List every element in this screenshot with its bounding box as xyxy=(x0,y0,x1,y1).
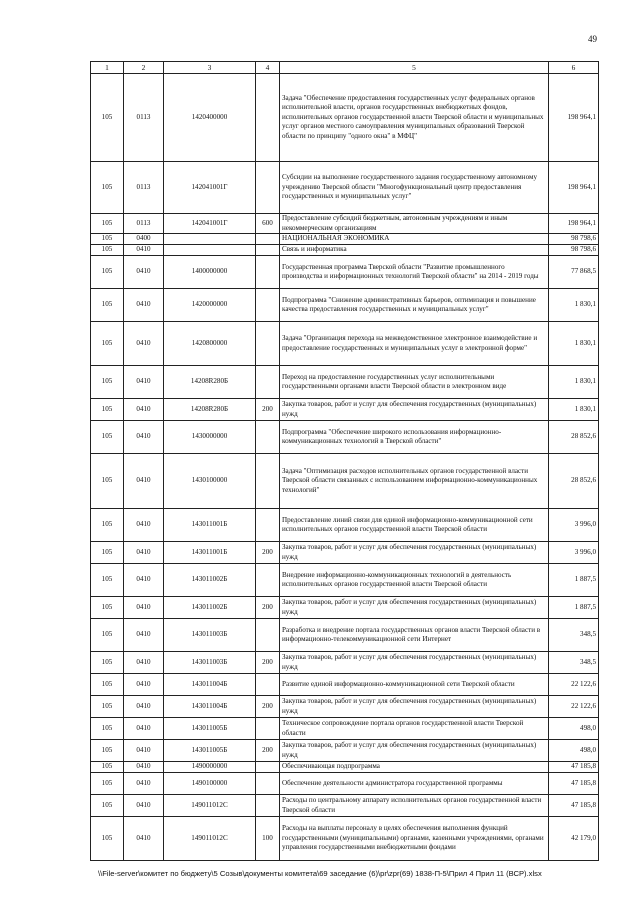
cell-subsection: 0410 xyxy=(124,740,164,762)
cell-subsection: 0410 xyxy=(124,696,164,718)
table-header xyxy=(91,62,599,74)
cell-section: 105 xyxy=(91,322,124,366)
cell-amount: 3 996,0 xyxy=(549,542,599,564)
cell-description: Разработка и внедрение портала государственных органов власти Тверской области в информационно-телекоммуникационной сети Интернет xyxy=(280,619,549,652)
table-row xyxy=(91,509,599,542)
cell-section: 105 xyxy=(91,214,124,234)
cell-section: 105 xyxy=(91,674,124,696)
cell-amount: 1 887,5 xyxy=(549,597,599,619)
footer-file-path: \\File-server\комитет по бюджету\5 Созыв\документы комитета\69 заседание (6)\pr\zpr(69) 1838-П-5\Прил 4 Прил 11 (ВСР).xlsx xyxy=(98,869,542,878)
cell-amount: 348,5 xyxy=(549,652,599,674)
cell-section: 105 xyxy=(91,256,124,289)
cell-subsection: 0410 xyxy=(124,289,164,322)
cell-subsection: 0113 xyxy=(124,74,164,162)
cell-amount: 1 887,5 xyxy=(549,564,599,597)
cell-target-code: 1420800000 xyxy=(164,322,256,366)
cell-description: Переход на предоставление государственных услуг исполнительными государственными органами власти Тверской области в электронном виде xyxy=(280,366,549,399)
cell-description: Субсидии на выполнение государственного задания государственному автономному учреждению Тверской области "Многофункциональный центр предоставления государственных и муниципальных услуг" xyxy=(280,162,549,214)
cell-description: Предоставление линий связи для единой информационно-коммуникационной сети исполнительных органов государственной власти Тверской области xyxy=(280,509,549,542)
cell-description: Закупка товаров, работ и услуг для обеспечения государственных (муниципальных) нужд xyxy=(280,696,549,718)
table-row xyxy=(91,762,599,773)
cell-description: Связь и информатика xyxy=(280,245,549,256)
table-row xyxy=(91,696,599,718)
table-row xyxy=(91,795,599,817)
header-col-4: 4 xyxy=(256,62,280,74)
header-col-2: 2 xyxy=(124,62,164,74)
cell-amount: 498,0 xyxy=(549,718,599,740)
table-row xyxy=(91,564,599,597)
cell-subsection: 0410 xyxy=(124,674,164,696)
cell-subsection: 0410 xyxy=(124,718,164,740)
cell-amount: 47 185,8 xyxy=(549,795,599,817)
cell-subsection: 0410 xyxy=(124,509,164,542)
cell-section: 105 xyxy=(91,399,124,421)
cell-description: Развитие единой информационно-коммуникационной сети Тверской области xyxy=(280,674,549,696)
table-row xyxy=(91,289,599,322)
cell-description: Задача "Организация перехода на межведомственное электронное взаимодействие и предоставление государственных и муниципальных услуг в электронной форме" xyxy=(280,322,549,366)
cell-expense-type: 200 xyxy=(256,542,280,564)
cell-expense-type xyxy=(256,762,280,773)
cell-section: 105 xyxy=(91,234,124,245)
cell-target-code: 1490000000 xyxy=(164,762,256,773)
cell-description: Закупка товаров, работ и услуг для обеспечения государственных (муниципальных) нужд xyxy=(280,542,549,564)
cell-section: 105 xyxy=(91,542,124,564)
cell-target-code: 14208R280Б xyxy=(164,399,256,421)
cell-section: 105 xyxy=(91,564,124,597)
cell-subsection: 0410 xyxy=(124,652,164,674)
cell-expense-type xyxy=(256,245,280,256)
cell-amount: 98 798,6 xyxy=(549,234,599,245)
cell-description: Задача "Оптимизация расходов исполнительных органов государственной власти Тверской области связанных с использованием информационно-коммуникационных технологий" xyxy=(280,454,549,509)
cell-expense-type xyxy=(256,795,280,817)
page-number: 49 xyxy=(588,34,597,44)
table-row xyxy=(91,234,599,245)
cell-expense-type xyxy=(256,289,280,322)
cell-section: 105 xyxy=(91,817,124,861)
cell-target-code xyxy=(164,234,256,245)
cell-amount: 198 964,1 xyxy=(549,214,599,234)
cell-target-code: 149011012С xyxy=(164,795,256,817)
cell-amount: 22 122,6 xyxy=(549,674,599,696)
table-row xyxy=(91,366,599,399)
table-row xyxy=(91,542,599,564)
cell-expense-type xyxy=(256,564,280,597)
cell-subsection: 0400 xyxy=(124,234,164,245)
table-row xyxy=(91,454,599,509)
cell-target-code: 143011002Б xyxy=(164,597,256,619)
cell-amount: 77 868,5 xyxy=(549,256,599,289)
cell-description: Подпрограмма "Снижение административных барьеров, оптимизация и повышение качества предоставления государственных и муниципальных услуг" xyxy=(280,289,549,322)
cell-description: Закупка товаров, работ и услуг для обеспечения государственных (муниципальных) нужд xyxy=(280,740,549,762)
cell-target-code: 143011002Б xyxy=(164,564,256,597)
cell-expense-type xyxy=(256,421,280,454)
cell-subsection: 0410 xyxy=(124,322,164,366)
table-row xyxy=(91,619,599,652)
cell-subsection: 0410 xyxy=(124,762,164,773)
table-row xyxy=(91,817,599,861)
table-row xyxy=(91,773,599,795)
cell-amount: 1 830,1 xyxy=(549,322,599,366)
cell-expense-type: 200 xyxy=(256,696,280,718)
cell-expense-type: 600 xyxy=(256,214,280,234)
cell-subsection: 0410 xyxy=(124,564,164,597)
table-row xyxy=(91,214,599,234)
cell-section: 105 xyxy=(91,718,124,740)
cell-description: Задача "Обеспечение предоставления государственных услуг федеральных органов исполнительной власти, органов государственных внебюджетных фондов, исполнительных органов государственной власти Тверской области и муниципальных услуг органов местного самоуправления муниципальных образований Тверской области по принципу "одного окна" в МФЦ" xyxy=(280,74,549,162)
cell-target-code: 149011012С xyxy=(164,817,256,861)
table-row xyxy=(91,421,599,454)
cell-description: Обеспечение деятельности администратора государственной программы xyxy=(280,773,549,795)
cell-expense-type xyxy=(256,619,280,652)
cell-amount: 28 852,6 xyxy=(549,421,599,454)
cell-section: 105 xyxy=(91,740,124,762)
cell-section: 105 xyxy=(91,74,124,162)
cell-expense-type: 200 xyxy=(256,652,280,674)
cell-subsection: 0410 xyxy=(124,597,164,619)
cell-target-code: 143011005Б xyxy=(164,718,256,740)
cell-subsection: 0410 xyxy=(124,421,164,454)
cell-target-code: 143011003Б xyxy=(164,652,256,674)
header-col-5: 5 xyxy=(280,62,549,74)
cell-section: 105 xyxy=(91,652,124,674)
cell-section: 105 xyxy=(91,509,124,542)
cell-amount: 42 179,0 xyxy=(549,817,599,861)
cell-section: 105 xyxy=(91,454,124,509)
cell-target-code: 143011003Б xyxy=(164,619,256,652)
cell-subsection: 0113 xyxy=(124,214,164,234)
cell-section: 105 xyxy=(91,289,124,322)
cell-subsection: 0410 xyxy=(124,366,164,399)
cell-target-code: 142041001Г xyxy=(164,214,256,234)
table-row xyxy=(91,245,599,256)
cell-section: 105 xyxy=(91,619,124,652)
cell-expense-type: 100 xyxy=(256,817,280,861)
cell-expense-type xyxy=(256,718,280,740)
cell-description: Подпрограмма "Обеспечение широкого использования информационно-коммуникационных технологий в Тверской области" xyxy=(280,421,549,454)
cell-subsection: 0113 xyxy=(124,162,164,214)
cell-target-code: 1420400000 xyxy=(164,74,256,162)
cell-section: 105 xyxy=(91,421,124,454)
table-row xyxy=(91,322,599,366)
cell-section: 105 xyxy=(91,245,124,256)
table-row xyxy=(91,597,599,619)
cell-amount: 22 122,6 xyxy=(549,696,599,718)
cell-subsection: 0410 xyxy=(124,542,164,564)
cell-target-code: 143011004Б xyxy=(164,674,256,696)
cell-target-code: 1430000000 xyxy=(164,421,256,454)
cell-section: 105 xyxy=(91,597,124,619)
table-row xyxy=(91,718,599,740)
cell-amount: 198 964,1 xyxy=(549,74,599,162)
cell-expense-type xyxy=(256,256,280,289)
table-row xyxy=(91,674,599,696)
table-row xyxy=(91,399,599,421)
header-col-3: 3 xyxy=(164,62,256,74)
table-row xyxy=(91,74,599,162)
cell-target-code: 143011004Б xyxy=(164,696,256,718)
cell-amount: 98 798,6 xyxy=(549,245,599,256)
cell-expense-type: 200 xyxy=(256,399,280,421)
cell-section: 105 xyxy=(91,696,124,718)
cell-amount: 28 852,6 xyxy=(549,454,599,509)
cell-description: Предоставление субсидий бюджетным, автономным учреждениям и иным некоммерческим организациям xyxy=(280,214,549,234)
cell-expense-type: 200 xyxy=(256,597,280,619)
cell-description: Внедрение информационно-коммуникационных технологий в деятельность исполнительных органов государственной власти Тверской области xyxy=(280,564,549,597)
cell-amount: 198 964,1 xyxy=(549,162,599,214)
cell-expense-type xyxy=(256,162,280,214)
table-body xyxy=(91,74,599,861)
cell-amount: 1 830,1 xyxy=(549,399,599,421)
cell-target-code xyxy=(164,245,256,256)
cell-target-code: 1490100000 xyxy=(164,773,256,795)
cell-amount: 47 185,8 xyxy=(549,762,599,773)
cell-section: 105 xyxy=(91,795,124,817)
cell-amount: 47 185,8 xyxy=(549,773,599,795)
table-row xyxy=(91,256,599,289)
cell-target-code: 1430100000 xyxy=(164,454,256,509)
cell-description: Расходы по центральному аппарату исполнительных органов государственной власти Тверской области xyxy=(280,795,549,817)
cell-expense-type xyxy=(256,509,280,542)
cell-description: Закупка товаров, работ и услуг для обеспечения государственных (муниципальных) нужд xyxy=(280,652,549,674)
cell-description: Государственная программа Тверской области "Развитие промышленного производства и информационных технологий Тверской области" на 2014 - 2019 годы xyxy=(280,256,549,289)
cell-section: 105 xyxy=(91,773,124,795)
cell-section: 105 xyxy=(91,366,124,399)
cell-amount: 498,0 xyxy=(549,740,599,762)
cell-amount: 1 830,1 xyxy=(549,289,599,322)
cell-subsection: 0410 xyxy=(124,817,164,861)
cell-target-code: 143011005Б xyxy=(164,740,256,762)
cell-description: Техническое сопровождение портала органов государственной власти Тверской области xyxy=(280,718,549,740)
cell-expense-type xyxy=(256,773,280,795)
cell-amount: 348,5 xyxy=(549,619,599,652)
cell-amount: 1 830,1 xyxy=(549,366,599,399)
cell-subsection: 0410 xyxy=(124,399,164,421)
table-row xyxy=(91,652,599,674)
cell-description: Закупка товаров, работ и услуг для обеспечения государственных (муниципальных) нужд xyxy=(280,597,549,619)
table-row xyxy=(91,740,599,762)
cell-target-code: 14208R280Б xyxy=(164,366,256,399)
cell-expense-type xyxy=(256,322,280,366)
cell-target-code: 143011001Б xyxy=(164,542,256,564)
header-col-6: 6 xyxy=(549,62,599,74)
cell-description: Обеспечивающая подпрограмма xyxy=(280,762,549,773)
budget-table xyxy=(90,61,599,861)
cell-subsection: 0410 xyxy=(124,245,164,256)
cell-target-code: 142041001Г xyxy=(164,162,256,214)
cell-subsection: 0410 xyxy=(124,795,164,817)
cell-expense-type: 200 xyxy=(256,740,280,762)
cell-expense-type xyxy=(256,234,280,245)
cell-subsection: 0410 xyxy=(124,619,164,652)
cell-section: 105 xyxy=(91,162,124,214)
header-col-1: 1 xyxy=(91,62,124,74)
cell-expense-type xyxy=(256,674,280,696)
cell-expense-type xyxy=(256,366,280,399)
cell-target-code: 143011001Б xyxy=(164,509,256,542)
table-row xyxy=(91,162,599,214)
cell-section: 105 xyxy=(91,762,124,773)
cell-amount: 3 996,0 xyxy=(549,509,599,542)
cell-description: НАЦИОНАЛЬНАЯ ЭКОНОМИКА xyxy=(280,234,549,245)
cell-subsection: 0410 xyxy=(124,256,164,289)
cell-subsection: 0410 xyxy=(124,454,164,509)
cell-expense-type xyxy=(256,74,280,162)
cell-description: Расходы на выплаты персоналу в целях обеспечения выполнения функций государственными (муниципальными) органами, казенными учреждениями, органами управления государственными внебюджетными фондами xyxy=(280,817,549,861)
cell-subsection: 0410 xyxy=(124,773,164,795)
cell-target-code: 1400000000 xyxy=(164,256,256,289)
cell-expense-type xyxy=(256,454,280,509)
cell-target-code: 1420000000 xyxy=(164,289,256,322)
cell-description: Закупка товаров, работ и услуг для обеспечения государственных (муниципальных) нужд xyxy=(280,399,549,421)
